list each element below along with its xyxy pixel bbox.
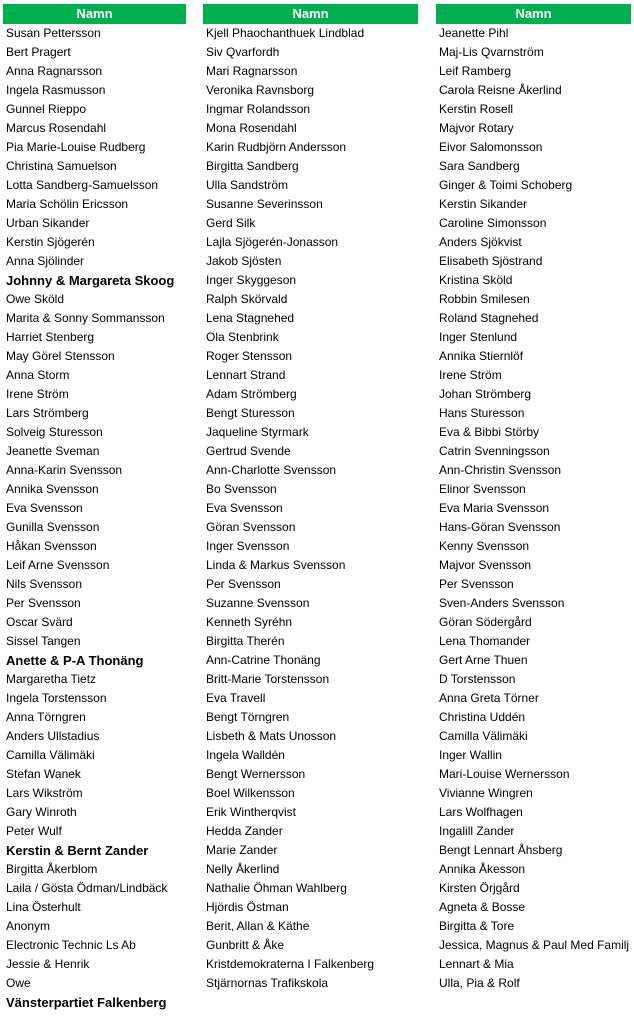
name-entry: Marcus Rosendahl <box>6 121 107 135</box>
name-entry: Robbin Smilesen <box>439 292 530 306</box>
name-entry: Birgitta & Tore <box>439 919 515 933</box>
name-entry: Kerstin Sjögerén <box>6 235 95 249</box>
name-entry: Carola Reisne Åkerlind <box>439 83 562 97</box>
name-entry: Ingela Walldén <box>206 748 285 762</box>
name-entry: Irene Ström <box>6 387 69 401</box>
name-entry: Lars Wolfhagen <box>439 805 523 819</box>
name-entry: Kristina Sköld <box>439 273 513 287</box>
name-entry: Eivor Salomonsson <box>439 140 543 154</box>
name-entry: Anders Sjökvist <box>439 235 522 249</box>
name-entry: Bengt Lennart Åhsberg <box>439 843 563 857</box>
name-entry: Lars Strömberg <box>6 406 89 420</box>
name-entry: Anna Törngren <box>6 710 86 724</box>
name-entry: Susanne Severinsson <box>206 197 323 211</box>
name-entry: Jaqueline Styrmark <box>206 425 309 439</box>
name-entry: Lena Thomander <box>439 634 531 648</box>
name-entry: Gerd Silk <box>206 216 256 230</box>
name-list <box>3 24 186 1012</box>
name-entry: Urban Sikander <box>6 216 90 230</box>
name-entry: Jessica, Magnus & Paul Med Familj <box>439 938 630 952</box>
name-entry: Nathalie Öhman Wahlberg <box>206 881 347 895</box>
column-header: Namn <box>203 4 418 24</box>
name-entry: Annika Stiernlöf <box>439 349 524 363</box>
name-entry: Ann-Charlotte Svensson <box>206 463 337 477</box>
name-entry: Eva Svensson <box>6 501 83 515</box>
name-entry: Linda & Markus Svensson <box>206 558 346 572</box>
name-entry: Majvor Rotary <box>439 121 514 135</box>
name-entry: Lajla Sjögerén-Jonasson <box>206 235 339 249</box>
name-entry: Inger Svensson <box>206 539 290 553</box>
name-entry: Marie Zander <box>206 843 278 857</box>
name-entry: Bert Pragert <box>6 45 71 59</box>
column-header: Namn <box>3 4 186 24</box>
name-entry: Suzanne Svensson <box>206 596 310 610</box>
name-entry: Ingela Rasmusson <box>6 83 106 97</box>
name-entry: Anna Sjölinder <box>6 254 85 268</box>
name-entry: Jeanette Sveman <box>6 444 100 458</box>
name-entry: Harriet Stenberg <box>6 330 95 344</box>
name-entry: Gert Arne Thuen <box>439 653 528 667</box>
name-entry: Ginger & Toimi Schoberg <box>439 178 573 192</box>
name-entry: Annika Åkesson <box>439 862 526 876</box>
name-entry: Ingalill Zander <box>439 824 515 838</box>
name-entry: Elisabeth Sjöstrand <box>439 254 543 268</box>
name-entry: Anna Storm <box>6 368 70 382</box>
name-entry: Maria Schölin Ericsson <box>6 197 129 211</box>
name-column-1 <box>3 4 186 1012</box>
name-entry: Birgitta Sandberg <box>206 159 299 173</box>
name-entry: Marita & Sonny Sommansson <box>6 311 165 325</box>
name-entry: Christina Uddén <box>439 710 526 724</box>
name-list <box>436 24 631 993</box>
name-entry: Bo Svensson <box>206 482 277 496</box>
name-entry: Peter Wulf <box>6 824 62 838</box>
name-entry: Lotta Sandberg-Samuelsson <box>6 178 159 192</box>
name-entry: Göran Svensson <box>206 520 296 534</box>
name-entry: Maj-Lis Qvarnström <box>439 45 544 59</box>
name-entry: Catrin Svenningsson <box>439 444 550 458</box>
name-entry: Anna Greta Törner <box>439 691 539 705</box>
name-entry: Per Svensson <box>439 577 514 591</box>
name-entry: Kristdemokraterna I Falkenberg <box>206 957 375 971</box>
name-entry: Lars Wikström <box>6 786 83 800</box>
name-entry: Camilla Välimäki <box>6 748 95 762</box>
name-entry: Kenneth Syréhn <box>206 615 293 629</box>
name-entry: Owe <box>6 976 31 990</box>
name-entry: Ralph Skörvald <box>206 292 288 306</box>
name-entry: Vänsterpartiet Falkenberg <box>6 995 167 1010</box>
name-entry: Gunnel Rieppo <box>6 102 87 116</box>
name-entry: Mari Ragnarsson <box>206 64 298 78</box>
name-entry: Johnny & Margareta Skoog <box>6 273 175 288</box>
name-entry: Inger Stenlund <box>439 330 518 344</box>
name-entry: Ingmar Rolandsson <box>206 102 311 116</box>
name-entry: Roland Stagnehed <box>439 311 539 325</box>
name-entry: Nelly Åkerlind <box>206 862 280 876</box>
name-entry: Stefan Wanek <box>6 767 81 781</box>
name-entry: Christina Samuelson <box>6 159 117 173</box>
name-entry: Lisbeth & Mats Unosson <box>206 729 337 743</box>
name-entry: Birgitta Åkerblom <box>6 862 98 876</box>
name-entry: Leif Ramberg <box>439 64 512 78</box>
name-entry: Johan Strömberg <box>439 387 532 401</box>
name-entry: Hedda Zander <box>206 824 283 838</box>
name-entry: Anette & P-A Thonäng <box>6 653 144 668</box>
name-entry: Gunilla Svensson <box>6 520 100 534</box>
name-entry: Elinor Svensson <box>439 482 526 496</box>
name-entry: Susan Pettersson <box>6 26 101 40</box>
name-entry: Siv Qvarfordh <box>206 45 280 59</box>
name-entry: Bengt Sturesson <box>206 406 295 420</box>
name-entry: Oscar Svärd <box>6 615 73 629</box>
name-entry: Anna Ragnarsson <box>6 64 103 78</box>
name-entry: Camilla Välimäki <box>439 729 528 743</box>
name-entry: Eva Travell <box>206 691 266 705</box>
name-entry: Ulla, Pia & Rolf <box>439 976 520 990</box>
name-entry: Mona Rosendahl <box>206 121 297 135</box>
name-entry: Electronic Technic Ls Ab <box>6 938 136 952</box>
name-entry: Ola Stenbrink <box>206 330 279 344</box>
name-entry: Eva Maria Svensson <box>439 501 550 515</box>
name-entry: Karin Rudbjörn Andersson <box>206 140 347 154</box>
name-entry: Veronika Ravnsborg <box>206 83 315 97</box>
name-entry: Kjell Phaochanthuek Lindblad <box>206 26 365 40</box>
name-entry: Eva & Bibbi Störby <box>439 425 540 439</box>
name-entry: Vivianne Wingren <box>439 786 533 800</box>
name-entry: Jakob Sjösten <box>206 254 282 268</box>
name-entry: Roger Stensson <box>206 349 293 363</box>
name-entry: Britt-Marie Torstensson <box>206 672 330 686</box>
name-entry: Lennart & Mia <box>439 957 514 971</box>
name-entry: Lena Stagnehed <box>206 311 295 325</box>
name-entry: Anonym <box>6 919 51 933</box>
name-entry: Lina Österhult <box>6 900 81 914</box>
name-entry: Hans-Göran Svensson <box>439 520 561 534</box>
name-entry: Gary Winroth <box>6 805 77 819</box>
name-column-3 <box>436 4 631 993</box>
name-entry: Mari-Louise Wernersson <box>439 767 570 781</box>
name-entry: Berit, Allan & Käthe <box>206 919 310 933</box>
name-entry: Kenny Svensson <box>439 539 530 553</box>
name-entry: Göran Södergård <box>439 615 532 629</box>
name-entry: Pia Marie-Louise Rudberg <box>6 140 146 154</box>
name-entry: Boel Wilkensson <box>206 786 295 800</box>
name-entry: Bengt Törngren <box>206 710 290 724</box>
name-entry: Kerstin & Bernt Zander <box>6 843 149 858</box>
name-entry: Jessie & Henrik <box>6 957 90 971</box>
name-entry: D Torstensson <box>439 672 516 686</box>
name-entry: Sven-Anders Svensson <box>439 596 565 610</box>
name-entry: Gertrud Svende <box>206 444 291 458</box>
name-entry: Anders Ullstadius <box>6 729 100 743</box>
name-entry: Hans Sturesson <box>439 406 525 420</box>
name-entry: Majvor Svensson <box>439 558 532 572</box>
name-entry: Anna-Karin Svensson <box>6 463 123 477</box>
name-entry: Margaretha Tietz <box>6 672 97 686</box>
name-entry: Håkan Svensson <box>6 539 97 553</box>
name-entry: Inger Skyggeson <box>206 273 297 287</box>
name-entry: Laila / Gösta Ödman/Lindbäck <box>6 881 168 895</box>
name-entry: Kirsten Örjgård <box>439 881 520 895</box>
name-entry: Gunbritt & Åke <box>206 938 285 952</box>
name-entry: Stjärnornas Trafikskola <box>206 976 329 990</box>
name-entry: Eva Svensson <box>206 501 283 515</box>
name-entry: Erik Wintherqvist <box>206 805 297 819</box>
name-entry: Ingela Torstensson <box>6 691 107 705</box>
name-entry: Inger Wallin <box>439 748 502 762</box>
name-column-2 <box>203 4 418 993</box>
column-header: Namn <box>436 4 631 24</box>
name-entry: Irene Ström <box>439 368 502 382</box>
name-entry: Jeanette Pihl <box>439 26 509 40</box>
name-entry: Kerstin Sikander <box>439 197 528 211</box>
name-entry: Adam Strömberg <box>206 387 297 401</box>
name-entry: Per Svensson <box>6 596 81 610</box>
name-entry: Caroline Simonsson <box>439 216 547 230</box>
name-entry: Ann-Catrine Thonäng <box>206 653 321 667</box>
name-entry: Birgitta Therén <box>206 634 285 648</box>
name-list <box>203 24 418 993</box>
name-entry: Solveig Sturesson <box>6 425 103 439</box>
name-entry: Ann-Christin Svensson <box>439 463 562 477</box>
name-entry: Per Svensson <box>206 577 281 591</box>
name-entry: Lennart Strand <box>206 368 286 382</box>
name-entry: Agneta & Bosse <box>439 900 526 914</box>
name-entry: Ulla Sandström <box>206 178 289 192</box>
name-entry: Annika Svensson <box>6 482 99 496</box>
name-entry: Sara Sandberg <box>439 159 520 173</box>
name-entry: Hjördis Östman <box>206 900 289 914</box>
name-entry: Kerstin Rosell <box>439 102 514 116</box>
name-entry: May Görel Stensson <box>6 349 115 363</box>
name-entry: Leif Arne Svensson <box>6 558 110 572</box>
name-entry: Nils Svensson <box>6 577 83 591</box>
name-entry: Owe Sköld <box>6 292 65 306</box>
name-entry: Bengt Wernersson <box>206 767 306 781</box>
name-entry: Sissel Tangen <box>6 634 81 648</box>
